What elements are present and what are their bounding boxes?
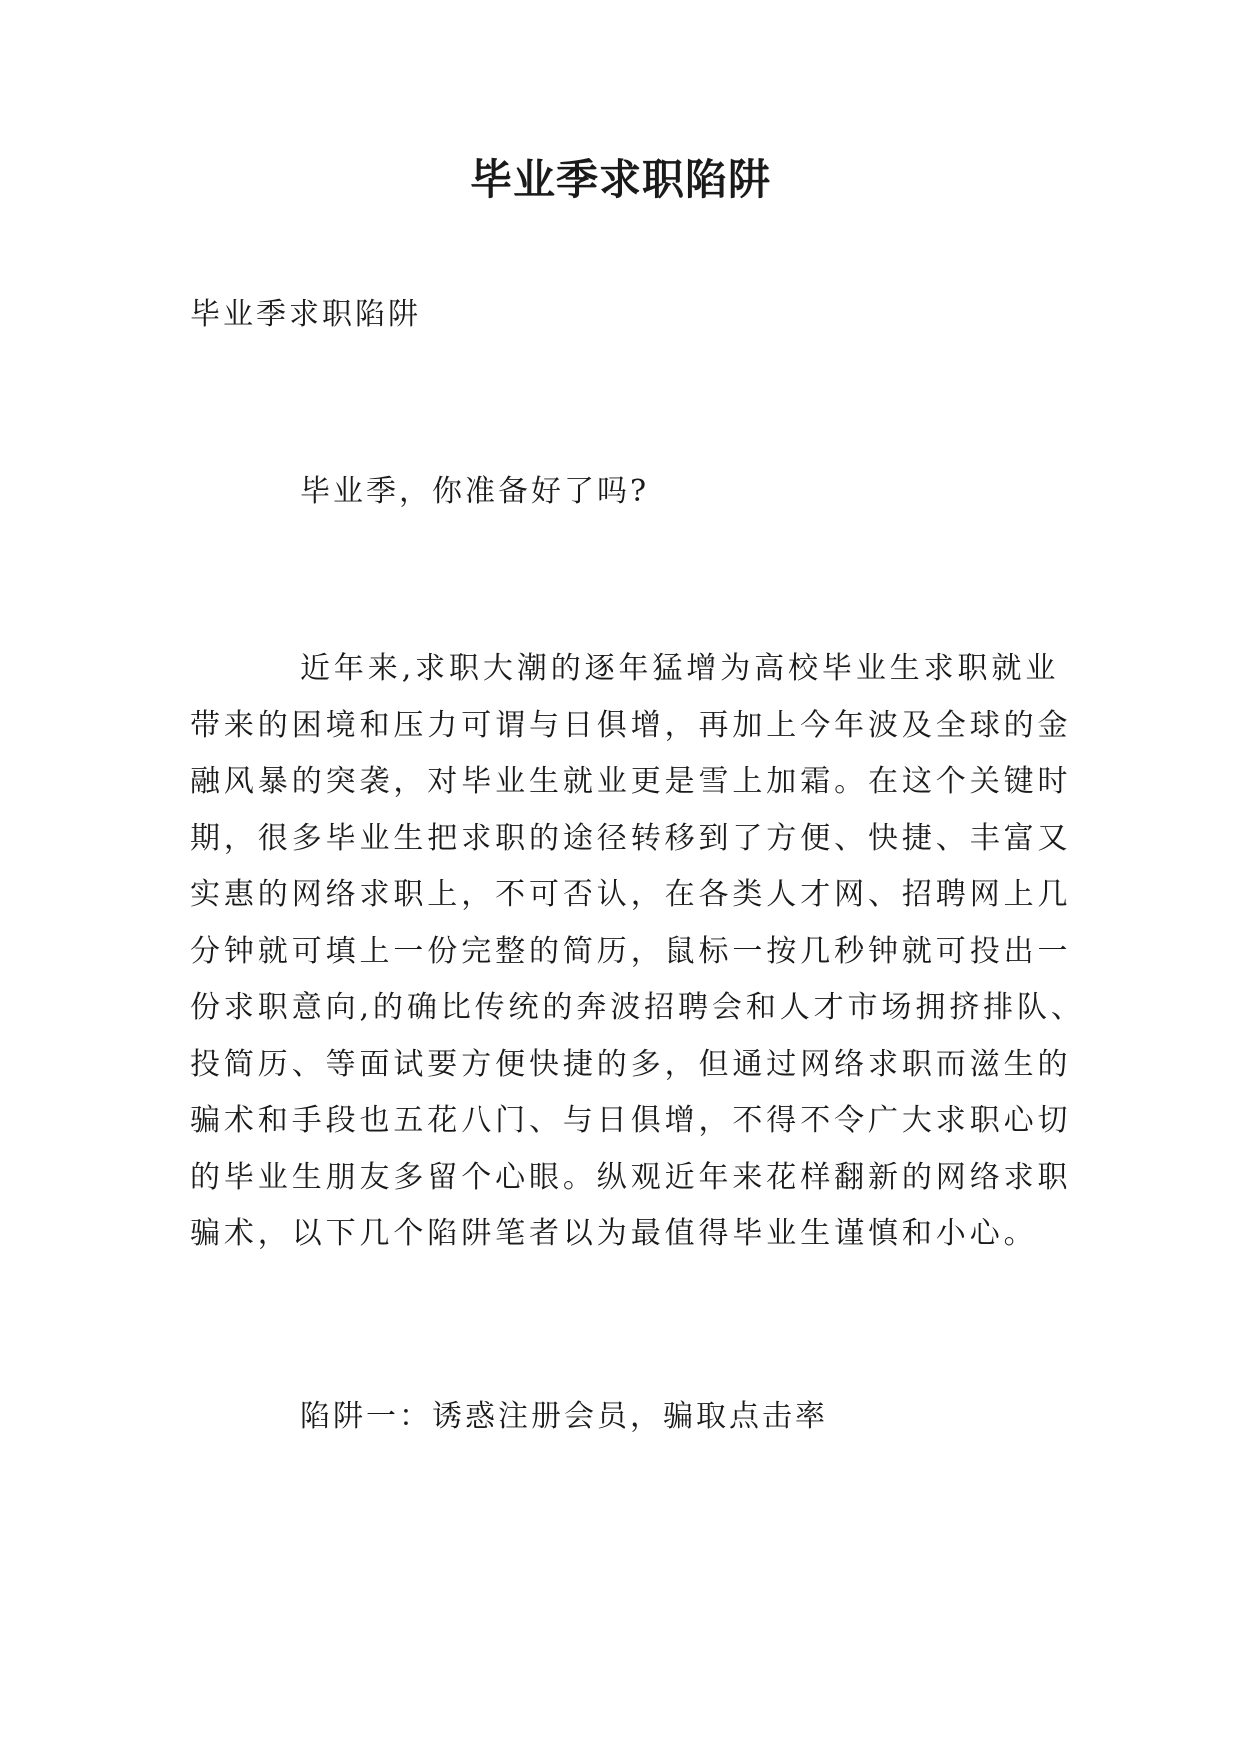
body-line: 份求职意向,的确比传统的奔波招聘会和人才市场拥挤排队、 xyxy=(190,990,1085,1025)
body-line: 分钟就可填上一份完整的简历，鼠标一按几秒钟就可投出一 xyxy=(190,933,1072,969)
body-line: 实惠的网络求职上，不可否认，在各类人才网、招聘网上几 xyxy=(190,877,1072,912)
document-title: 毕业季求职陷阱 xyxy=(469,155,771,204)
body-line: 骗术和手段也五花八门、与日俱增，不得不令广大求职心切 xyxy=(190,1103,1072,1138)
body-line: 近年来,求职大潮的逐年猛增为高校毕业生求职就业 xyxy=(300,651,1060,686)
body-paragraph xyxy=(190,641,1085,1263)
document-subtitle: 毕业季求职陷阱 xyxy=(190,297,421,332)
body-line: 投简历、等面试要方便快捷的多，但通过网络求职而滋生的 xyxy=(190,1046,1072,1082)
section-heading: 陷阱一：诱惑注册会员，骗取点击率 xyxy=(300,1399,828,1434)
body-line: 融风暴的突袭，对毕业生就业更是雪上加霜。在这个关键时 xyxy=(190,764,1072,799)
body-line: 的毕业生朋友多留个心眼。纵观近年来花样翻新的网络求职 xyxy=(190,1159,1072,1195)
body-line: 期，很多毕业生把求职的途径转移到了方便、快捷、丰富又 xyxy=(190,820,1072,856)
intro-question: 毕业季，你准备好了吗? xyxy=(300,474,650,509)
body-line: 带来的困境和压力可谓与日俱增，再加上今年波及全球的金 xyxy=(190,707,1072,743)
body-line: 骗术，以下几个陷阱笔者以为最值得毕业生谨慎和小心。 xyxy=(190,1216,1038,1251)
